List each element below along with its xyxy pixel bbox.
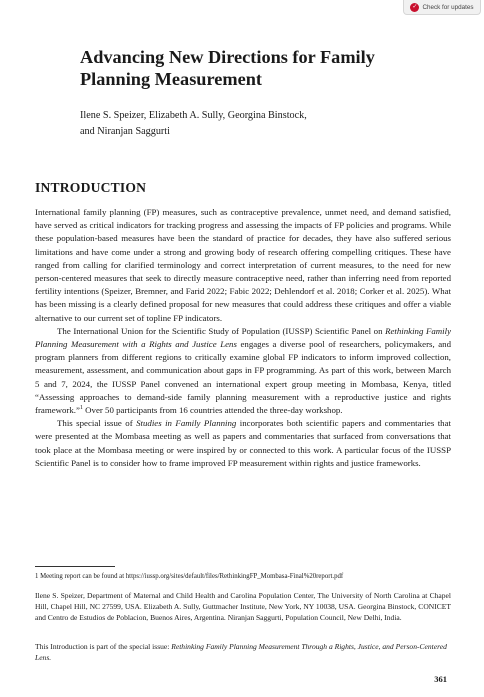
body-text [35,206,451,470]
paragraph-3-part-c: incorporates both scientific papers and commentaries that were presented at the Mombasa meeting as well as papers and commentaries that surfaced from conversations that took place at the Mombasa meeting or were inspired by or connected to this work. A particular focus of the IUSSP Scientific Panel is to consider how to frame improved FP measurement within rights and justice frameworks. [35,418,451,468]
author-list [80,108,410,139]
page-number: 361 [434,674,447,684]
special-issue-prefix: This Introduction is part of the special issue: [35,642,172,651]
author-line-2: and Niranjan Saggurti [80,125,170,137]
paragraph-2 [35,325,451,417]
journal-name: Studies in Family Planning [136,418,237,429]
paragraph-3-part-a: This special issue of [57,418,137,429]
paragraph-2-part-a: The International Union for the Scientific Study of Population (IUSSP) Scientific Panel on [57,325,386,336]
paragraph-2-part-d: Over 50 participants from 16 countries attended the three-day workshop. [82,405,343,416]
paragraph-1: International family planning (FP) measures, such as contraceptive prevalence, unmet need, and demand satisfied, have served as critical indicators for tracking progress and assessing the impacts of FP policies and programs. While these population-based measures have been the standard of practice for decades, they have also suffered serious limitations and have come under a strong and growing body of research offering compelling critiques. These have ranged from calling for clarified terminology and correct interpretation of current measures, to the need for new person-centered measures that seek to directly measure contraceptive need, rather than inferring need from reported fertility intentions (Speizer, Bremner, and Farid 2022; Fabic 2022; Dehlendorf et al. 2018; Corker et al. 2025). What has been missing is a clearly defined proposal for new measures that could address these critiques and offer a viable alternative to our current set of topline FP indicators. [35,207,451,323]
check-for-updates-badge[interactable] [403,0,481,15]
panel-name: Rethinking Family Planning Measurement with a Rights and Justice Lens [35,325,452,350]
special-issue-title: Rethinking Family Planning Measurement Through a Rights, Justice, and Person-Centered Lens. [35,642,447,662]
paragraph-2-part-c: engages a diverse pool of researchers, policymakers, and program planners from different regions to critically examine global FP indicators to inform improved collection, measurement, assessment, and communication about gaps in FP programming. As part of this work, between March 5 and 7, 2024, the IUSSP Panel convened an international expert group meeting in Mombasa, Kenya, titled “Assessing approaches to demand-side family planning measurement with a reproductive justice and rights framework.” [35,339,452,416]
author-line-1: Ilene S. Speizer, Elizabeth A. Sully, Georgina Binstock, [80,110,307,121]
check-for-updates-label: Check for updates [422,3,474,11]
article-title: Advancing New Directions for Family Planning Measurement [80,47,375,89]
footnote-divider [35,566,115,567]
special-issue-note [35,641,451,663]
footnote-marker[interactable]: 1 [79,405,83,412]
author-affiliations: Ilene S. Speizer, Department of Maternal and Child Health and Carolina Population Center, The University of North Carolina at Chapel Hill, Chapel Hill, NC 27599, USA. Elizabeth A. Sully, Guttmacher Institute, New York, NY 10038, USA. Georgina Binstock, CONICET and Centro de Estudios de Poblacion, Buenos Aires, Argentina. Niranjan Saggurti, Population Council, New Delhi, India. [35,591,451,622]
crossmark-icon: ✓ [412,3,418,10]
paragraph-3 [35,417,451,470]
section-heading: INTRODUCTION [35,180,147,195]
footnote: 1 Meeting report can be found at https://iussp.org/sites/default/files/RethinkingFP_Mombasa-Final%20report.pdf [35,573,344,580]
